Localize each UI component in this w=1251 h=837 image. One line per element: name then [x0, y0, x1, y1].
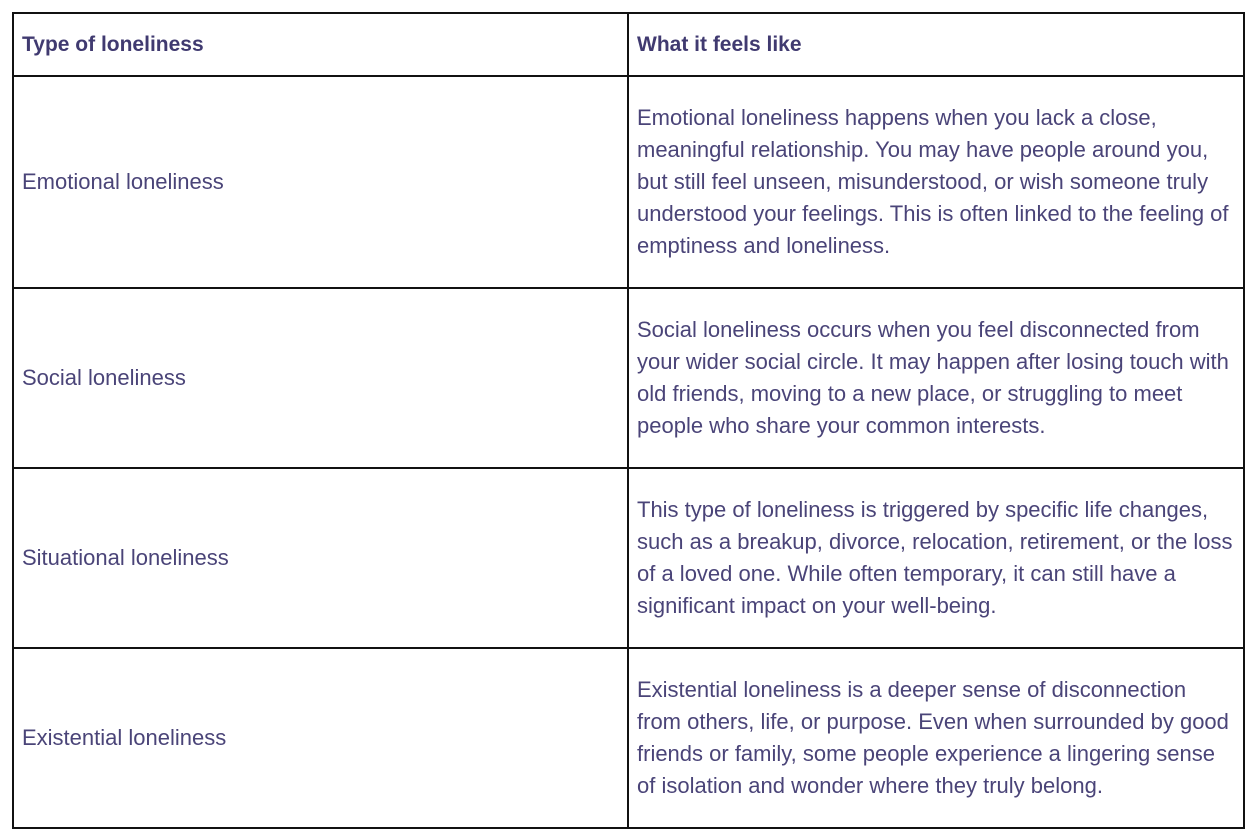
- table-row: [13, 76, 1244, 288]
- row-type-cell: Emotional loneliness: [13, 76, 628, 288]
- column-header-description: What it feels like: [628, 13, 1244, 76]
- row-description-cell: Emotional loneliness happens when you lack a close, meaningful relationship. You may have people around you, but still feel unseen, misunderstood, or wish someone truly understood your feelings. This is often linked to the feeling of emptiness and loneliness.: [628, 76, 1244, 288]
- table-row: [13, 648, 1244, 828]
- loneliness-table-container: [12, 12, 1243, 829]
- row-type-cell: Situational loneliness: [13, 468, 628, 648]
- column-header-type: Type of loneliness: [13, 13, 628, 76]
- row-type-cell: Existential loneliness: [13, 648, 628, 828]
- table-row: [13, 468, 1244, 648]
- row-type-cell: Social loneliness: [13, 288, 628, 468]
- row-description-cell: Social loneliness occurs when you feel disconnected from your wider social circle. It may happen after losing touch with old friends, moving to a new place, or struggling to meet people who share your common interests.: [628, 288, 1244, 468]
- row-description-cell: Existential loneliness is a deeper sense of disconnection from others, life, or purpose. Even when surrounded by good friends or family, some people experience a lingering sense of isolation and wonder where they truly belong.: [628, 648, 1244, 828]
- row-description-cell: This type of loneliness is triggered by specific life changes, such as a breakup, divorce, relocation, retirement, or the loss of a loved one. While often temporary, it can still have a significant impact on your well-being.: [628, 468, 1244, 648]
- table-header-row: [13, 13, 1244, 76]
- loneliness-types-table: [12, 12, 1245, 829]
- table-row: [13, 288, 1244, 468]
